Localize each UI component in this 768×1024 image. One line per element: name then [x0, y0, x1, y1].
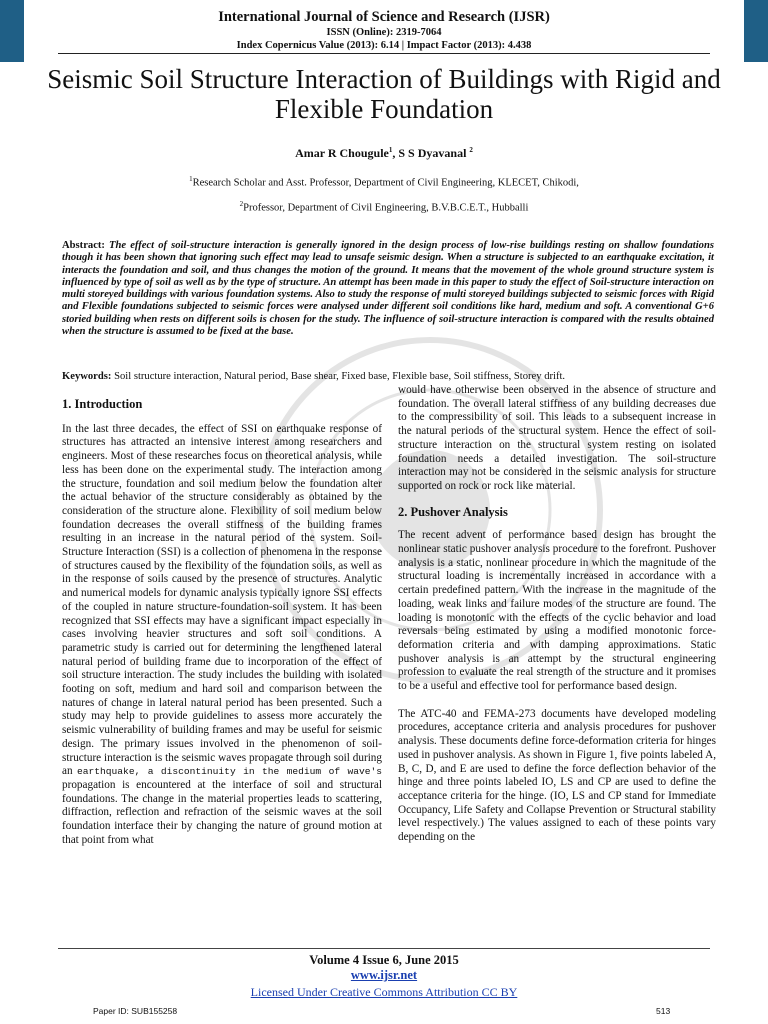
affiliation-1 [0, 175, 768, 189]
author-1-sup: 1 [388, 146, 393, 154]
affiliation-1-sup: 1 [189, 175, 193, 183]
abstract-text: The effect of soil-structure interaction is generally ignored in the design process of low-rise buildings resting on shallow foundations though it has been shown that ignoring such effect may lead to unsafe seismic design. When a structure is subjected to an earthquake excitation, it interacts the foundation and soil, and thus changes the motion of the ground. It means that the movement of the whole ground structure system is influenced by type of soil as well as by the type of structure. An attempt has been made in this paper to study the effect of Soil-structure interaction on multi storeyed buildings with various foundation systems. Also to study the response of multi storeyed buildings subjected to seismic forces with Rigid and Flexible foundations subjected to seismic forces were analysed under different soil conditions like hard, medium and soft. A conventional G+6 storied building when rests on different soils is chosen for the study. The influence of soil-structure interaction is compared with the results obtained when the structure is assumed to be fixed at the base. [62, 240, 714, 338]
journal-issn: ISSN (Online): 2319-7064 [326, 27, 442, 38]
section-pushover-heading: 2. Pushover Analysis [398, 504, 508, 519]
introduction-paragraph-1-mono: earthquake, a discontinuity in the medium of wave's [77, 766, 383, 778]
footer-divider [58, 948, 710, 949]
footer-page-number: 513 [656, 1006, 671, 1016]
journal-header [0, 8, 768, 52]
abstract [62, 240, 714, 338]
column-right [398, 384, 716, 845]
affiliation-2-text: Professor, Department of Civil Engineering, B.V.B.C.E.T., Hubballi [243, 202, 529, 214]
pushover-paragraph-1: The recent advent of performance based design has brought the nonlinear static pushover analysis procedure to the forefront. Pushover analysis is a static, nonlinear procedure in which the magnitude of the structural loading is incrementally increased in accordance with a certain predefined pattern. With the increase in the magnitude of the loading, weak links and failure modes of the structure are found. The loading is monotonic with the effects of the cyclic behavior and load reversals being estimated by using a modified monotonic force-deformation criteria and with damping approximations. Static pushover analysis is an attempt by the structural engineering profession to evaluate the real strength of the structure and it promises to be a useful and effective tool for performance based design. [398, 529, 716, 693]
section-introduction-heading: 1. Introduction [62, 397, 143, 411]
journal-name: International Journal of Science and Research (IJSR) [218, 9, 550, 25]
keywords-text: Soil structure interaction, Natural period, Base shear, Fixed base, Flexible base, Soil stiffness, Storey drift. [114, 371, 566, 382]
footer-issue: Volume 4 Issue 6, June 2015 [309, 953, 459, 967]
author-separator: , [392, 146, 399, 160]
column-left [62, 398, 382, 848]
affiliation-2 [0, 200, 768, 214]
footer-paper-id: Paper ID: SUB155258 [93, 1006, 178, 1016]
footer-website-link[interactable]: www.ijsr.net [350, 968, 418, 982]
introduction-paragraph-2: would have otherwise been observed in the absence of structure and foundation. The overall lateral stiffness of any building decreases due to the compressibility of soil. This leads to a subsequent increase in the natural periods of the structural system. Hence the effect of soil-structure interaction on the structural system resting on isolated foundation needs a detailed investigation. The soil-structure interaction may not be considered in the seismic analysis for structure supported on rock or rock like material. [398, 384, 716, 492]
keywords [62, 370, 714, 383]
header-divider [58, 53, 710, 54]
author-2: S S Dyavanal [398, 146, 467, 160]
journal-index: Index Copernicus Value (2013): 6.14 | Impact Factor (2013): 4.438 [236, 40, 532, 51]
author-1: Amar R Chougule [295, 146, 389, 160]
affiliation-2-sup: 2 [239, 200, 244, 208]
footer-license-link[interactable]: Licensed Under Creative Commons Attribution CC BY [250, 985, 518, 999]
abstract-label: Abstract: [62, 240, 105, 251]
affiliation-1-text: Research Scholar and Asst. Professor, Department of Civil Engineering, KLECET, Chikodi, [192, 177, 579, 189]
pushover-paragraph-2: The ATC-40 and FEMA-273 documents have developed modeling procedures, acceptance criteria and analysis procedures for pushover analysis. These documents define force-deformation criteria for hinges used in pushover analysis. As shown in Figure 1, five points labeled A, B, C, D, and E are used to define the force deflection behavior of the hinge and three points labeled IO, LS and CP are used to define the acceptance criteria for the hinge. (IO, LS and CP stand for Immediate Occupancy, Life Safety and Collapse Prevention or Structural stability level respectively.) The values assigned to each of these points vary depending on the [398, 707, 716, 844]
author-2-sup: 2 [469, 146, 473, 154]
paper-title: Seismic Soil Structure Interaction of Buildings with Rigid and Flexible Foundation [47, 64, 721, 124]
author-line [0, 146, 768, 161]
introduction-paragraph-1b: propagation is encountered at the interface of soil and structural foundations. The change in the material properties leads to scattering, diffraction, reflection and refraction of the seismic waves at the soil foundation interface their by changing the nature of ground motion at that point from what [62, 778, 382, 846]
introduction-paragraph-1a: In the last three decades, the effect of SSI on earthquake response of structures has attracted an intensive interest among researchers and engineers. Most of these researches focus on theoretical analysis, while less has been done on the experimental study. The interaction among the structure, foundation and soil medium below the foundation alter the actual behavior of the structure considerably as obtained by the consideration of the structure alone. Flexibility of soil medium below foundation decreases the overall stiffness of the building frames resulting in an increase in the natural period of the system. Soil-Structure Interaction (SSI) is a collection of phenomena in the response of structures caused by the flexibility of the foundation soils, as well as in the response of soils caused by the presence of structures. Analytic and numerical models for dynamic analysis typically ignore SSI effects of the coupled in nature structure-foundation-soil system. It has been recognized that SSI effects may have a significant impact especially in cases involving heavier structures and soft soil conditions. A parametric study is carried out for determining the lengthened lateral natural period of building frame due to incorporation of the effect of soil structure interaction. The study includes the building with isolated footing on soft, medium and hard soil and comparison between the natures of change in lateral natural period has been presented. Such a study may help to provide guidelines to assess more accurately the seismic vulnerability of building frames and may be useful for seismic design. The primary issues involved in the phenomenon of soil-structure interaction is the seismic waves propagate through soil during an [62, 422, 382, 778]
keywords-label: Keywords: [62, 371, 112, 382]
introduction-paragraph-1 [62, 423, 382, 848]
